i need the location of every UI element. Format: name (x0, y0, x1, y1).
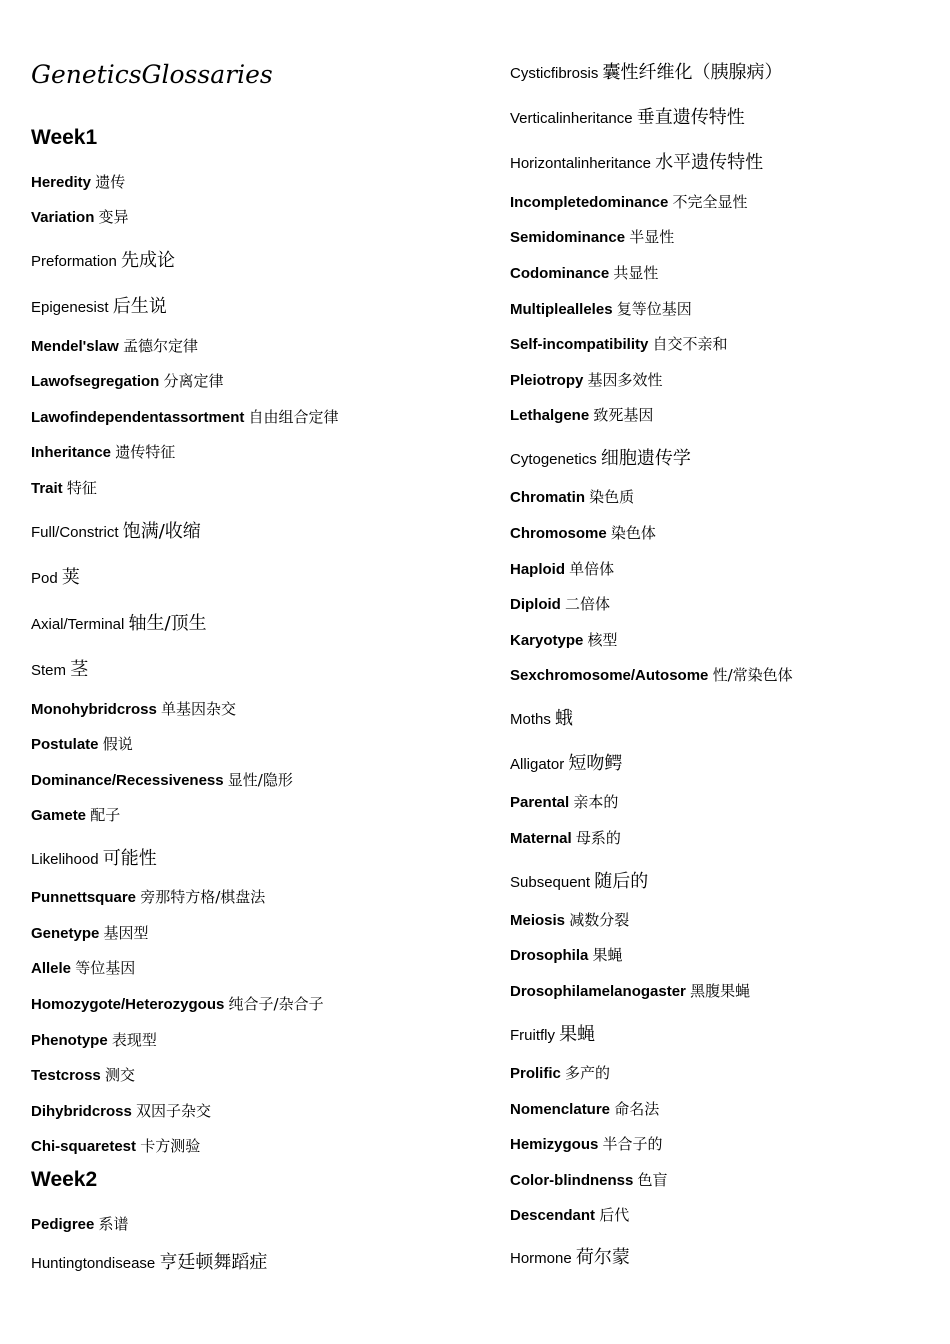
term-chinese: 母系的 (575, 829, 621, 847)
glossary-entry (31, 1102, 211, 1121)
term-chinese: 水平遗传特性 (655, 152, 764, 173)
term-chinese: 命名法 (614, 1100, 660, 1118)
term-chinese: 半显性 (629, 228, 675, 246)
glossary-entry (510, 193, 748, 212)
term-chinese: 分离定律 (163, 372, 224, 390)
glossary-entry (510, 228, 674, 247)
term-chinese: 遗传特征 (115, 443, 176, 461)
glossary-entry (31, 372, 224, 391)
term-chinese: 减数分裂 (569, 911, 630, 929)
glossary-entry (31, 479, 97, 498)
term-english: Lethalgene (510, 407, 590, 424)
term-english: Codominance (510, 265, 610, 282)
term-chinese: 表现型 (111, 1031, 157, 1049)
term-english: Cysticfibrosis (510, 65, 599, 82)
term-chinese: 可能性 (102, 848, 157, 869)
term-english: Preformation (31, 253, 117, 270)
term-chinese: 垂直遗传特性 (636, 107, 745, 128)
glossary-entry (510, 300, 692, 319)
glossary-entry (31, 1066, 135, 1085)
glossary-entry (510, 753, 622, 775)
glossary-entry (31, 700, 236, 719)
term-chinese: 致死基因 (593, 406, 654, 424)
term-english: Parental (510, 794, 570, 811)
glossary-entry (510, 560, 614, 579)
term-chinese: 果蝇 (559, 1024, 596, 1045)
term-chinese: 性/常染色体 (712, 666, 793, 684)
glossary-entry (510, 406, 653, 425)
glossary-entry (31, 1031, 157, 1050)
term-english: Hemizygous (510, 1136, 599, 1153)
term-chinese: 测交 (104, 1066, 135, 1084)
term-english: Karyotype (510, 632, 584, 649)
term-english: Testcross (31, 1067, 101, 1084)
term-english: Haploid (510, 561, 565, 578)
glossary-entry (510, 62, 783, 84)
glossary-entry (510, 708, 573, 730)
glossary-entry (510, 524, 656, 543)
glossary-entry (31, 173, 125, 192)
term-english: Incompletedominance (510, 194, 669, 211)
glossary-entry (31, 1137, 200, 1156)
term-english: Semidominance (510, 229, 626, 246)
glossary-entry (31, 735, 133, 754)
glossary-entry (31, 521, 201, 543)
term-english: Stem (31, 662, 67, 679)
term-english: Verticalinheritance (510, 110, 633, 127)
term-english: Sexchromosome/Autosome (510, 667, 709, 684)
term-chinese: 自由组合定律 (248, 408, 339, 426)
glossary-entry (510, 1064, 610, 1083)
glossary-entry (31, 806, 120, 825)
term-english: Diploid (510, 596, 561, 613)
glossary-entry (31, 296, 167, 318)
term-chinese: 双因子杂交 (136, 1102, 212, 1120)
term-chinese: 共显性 (613, 264, 659, 282)
term-english: Chromosome (510, 525, 607, 542)
glossary-entry (510, 1206, 629, 1225)
term-chinese: 配子 (90, 806, 121, 824)
term-english: Gamete (31, 807, 87, 824)
glossary-entry (510, 1100, 659, 1119)
term-english: Dominance/Recessiveness (31, 772, 224, 789)
term-english: Full/Constrict (31, 524, 119, 541)
term-chinese: 染色体 (610, 524, 656, 542)
glossary-entry (510, 982, 750, 1001)
term-english: Allele (31, 960, 72, 977)
glossary-entry (510, 107, 745, 129)
glossary-entry (510, 911, 629, 930)
term-english: Drosophilamelanogaster (510, 983, 686, 1000)
term-english: Descendant (510, 1207, 596, 1224)
glossary-entry (510, 631, 618, 650)
term-english: Heredity (31, 174, 92, 191)
page-title: GeneticsGlossaries (31, 60, 273, 89)
term-chinese: 单基因杂交 (161, 700, 237, 718)
term-chinese: 孟德尔定律 (122, 337, 198, 355)
term-english: Cytogenetics (510, 451, 597, 468)
term-chinese: 荚 (61, 567, 80, 588)
term-english: Homozygote/Heterozygous (31, 996, 225, 1013)
term-chinese: 二倍体 (565, 595, 611, 613)
glossary-entry (510, 793, 618, 812)
term-chinese: 自交不亲和 (652, 335, 728, 353)
glossary-entry (510, 1135, 663, 1154)
term-chinese: 特征 (66, 479, 97, 497)
term-chinese: 饱满/收缩 (122, 521, 201, 542)
term-chinese: 随后的 (594, 871, 649, 892)
term-english: Chromatin (510, 489, 585, 506)
term-chinese: 基因多效性 (587, 371, 663, 389)
glossary-entry (510, 871, 648, 893)
term-english: Self-incompatibility (510, 336, 649, 353)
term-english: Phenotype (31, 1032, 108, 1049)
glossary-entry (510, 666, 793, 685)
glossary-entry (510, 335, 728, 354)
term-english: Prolific (510, 1065, 561, 1082)
term-chinese: 细胞遗传学 (600, 448, 691, 469)
term-chinese: 茎 (70, 659, 89, 680)
term-chinese: 假说 (102, 735, 133, 753)
term-english: Moths (510, 711, 551, 728)
term-english: Punnettsquare (31, 889, 137, 906)
term-english: Mendel'slaw (31, 338, 119, 355)
term-english: Monohybridcross (31, 701, 157, 718)
term-chinese: 等位基因 (75, 959, 136, 977)
term-chinese: 不完全显性 (672, 193, 748, 211)
term-english: Nomenclature (510, 1101, 611, 1118)
term-english: Variation (31, 209, 95, 226)
term-english: Epigenesist (31, 299, 109, 316)
term-chinese: 半合子的 (602, 1135, 663, 1153)
term-chinese: 亲本的 (573, 793, 619, 811)
term-english: Trait (31, 480, 63, 497)
term-chinese: 果蝇 (592, 946, 623, 964)
term-english: Alligator (510, 756, 565, 773)
term-english: Fruitfly (510, 1027, 555, 1044)
week1-heading: Week1 (31, 126, 98, 149)
term-chinese: 核型 (587, 631, 618, 649)
glossary-entry (510, 152, 763, 174)
glossary-entry (510, 946, 623, 965)
term-english: Likelihood (31, 851, 99, 868)
term-chinese: 卡方测验 (140, 1137, 201, 1155)
term-chinese: 轴生/顶生 (128, 613, 207, 634)
glossary-entry (31, 924, 149, 943)
glossary-entry (31, 959, 135, 978)
term-chinese: 纯合子/杂合子 (228, 995, 324, 1013)
term-english: Pod (31, 570, 58, 587)
glossary-entry (510, 1024, 595, 1046)
glossary-entry (31, 250, 175, 272)
term-chinese: 后生说 (112, 296, 167, 317)
term-chinese: 显性/隐形 (227, 771, 293, 789)
term-english: Pedigree (31, 1216, 95, 1233)
term-english: Subsequent (510, 874, 591, 891)
glossary-entry (31, 848, 157, 870)
term-chinese: 遗传 (95, 173, 126, 191)
glossary-entry (31, 995, 324, 1014)
glossary-entry (31, 1252, 267, 1274)
term-chinese: 染色质 (589, 488, 635, 506)
term-chinese: 先成论 (121, 250, 176, 271)
glossary-entry (31, 613, 207, 635)
glossary-entry (31, 888, 265, 907)
week2-heading: Week2 (31, 1168, 98, 1191)
term-english: Huntingtondisease (31, 1255, 156, 1272)
term-chinese: 旁那特方格/棋盘法 (140, 888, 266, 906)
term-chinese: 基因型 (103, 924, 149, 942)
term-english: Dihybridcross (31, 1103, 132, 1120)
term-chinese: 变异 (98, 208, 129, 226)
glossary-entry (31, 771, 293, 790)
term-chinese: 荷尔蒙 (575, 1247, 630, 1268)
term-chinese: 复等位基因 (616, 300, 692, 318)
glossary-entry (31, 567, 80, 589)
glossary-entry (31, 659, 88, 681)
glossary-entry (510, 264, 658, 283)
term-english: Postulate (31, 736, 99, 753)
term-english: Drosophila (510, 947, 589, 964)
term-chinese: 短吻鳄 (568, 753, 623, 774)
glossary-entry (510, 371, 663, 390)
glossary-entry (510, 488, 634, 507)
glossary-entry (510, 1247, 630, 1269)
term-chinese: 多产的 (565, 1064, 611, 1082)
term-english: Color-blindnenss (510, 1172, 634, 1189)
glossary-entry (31, 337, 198, 356)
glossary-entry (31, 408, 339, 427)
glossary-entry (510, 448, 691, 470)
term-english: Hormone (510, 1250, 572, 1267)
glossary-entry (510, 1171, 668, 1190)
term-chinese: 色盲 (637, 1171, 668, 1189)
term-chinese: 系谱 (98, 1215, 129, 1233)
term-chinese: 后代 (599, 1206, 630, 1224)
term-english: Horizontalinheritance (510, 155, 651, 172)
glossary-entry (31, 208, 129, 227)
term-chinese: 黑腹果蝇 (690, 982, 751, 1000)
term-english: Maternal (510, 830, 572, 847)
term-chinese: 蛾 (555, 708, 574, 729)
term-english: Pleiotropy (510, 372, 584, 389)
glossary-entry (510, 595, 610, 614)
term-chinese: 囊性纤维化（胰腺病） (602, 62, 783, 83)
term-english: Inheritance (31, 444, 112, 461)
term-english: Multiplealleles (510, 301, 613, 318)
term-english: Meiosis (510, 912, 566, 929)
term-english: Chi-squaretest (31, 1138, 137, 1155)
term-chinese: 亨廷顿舞蹈症 (159, 1252, 268, 1273)
term-chinese: 单倍体 (569, 560, 615, 578)
term-english: Lawofindependentassortment (31, 409, 245, 426)
term-english: Axial/Terminal (31, 616, 125, 633)
term-english: Lawofsegregation (31, 373, 160, 390)
glossary-entry (510, 829, 621, 848)
term-english: Genetype (31, 925, 100, 942)
glossary-entry (31, 443, 175, 462)
glossary-entry (31, 1215, 129, 1234)
